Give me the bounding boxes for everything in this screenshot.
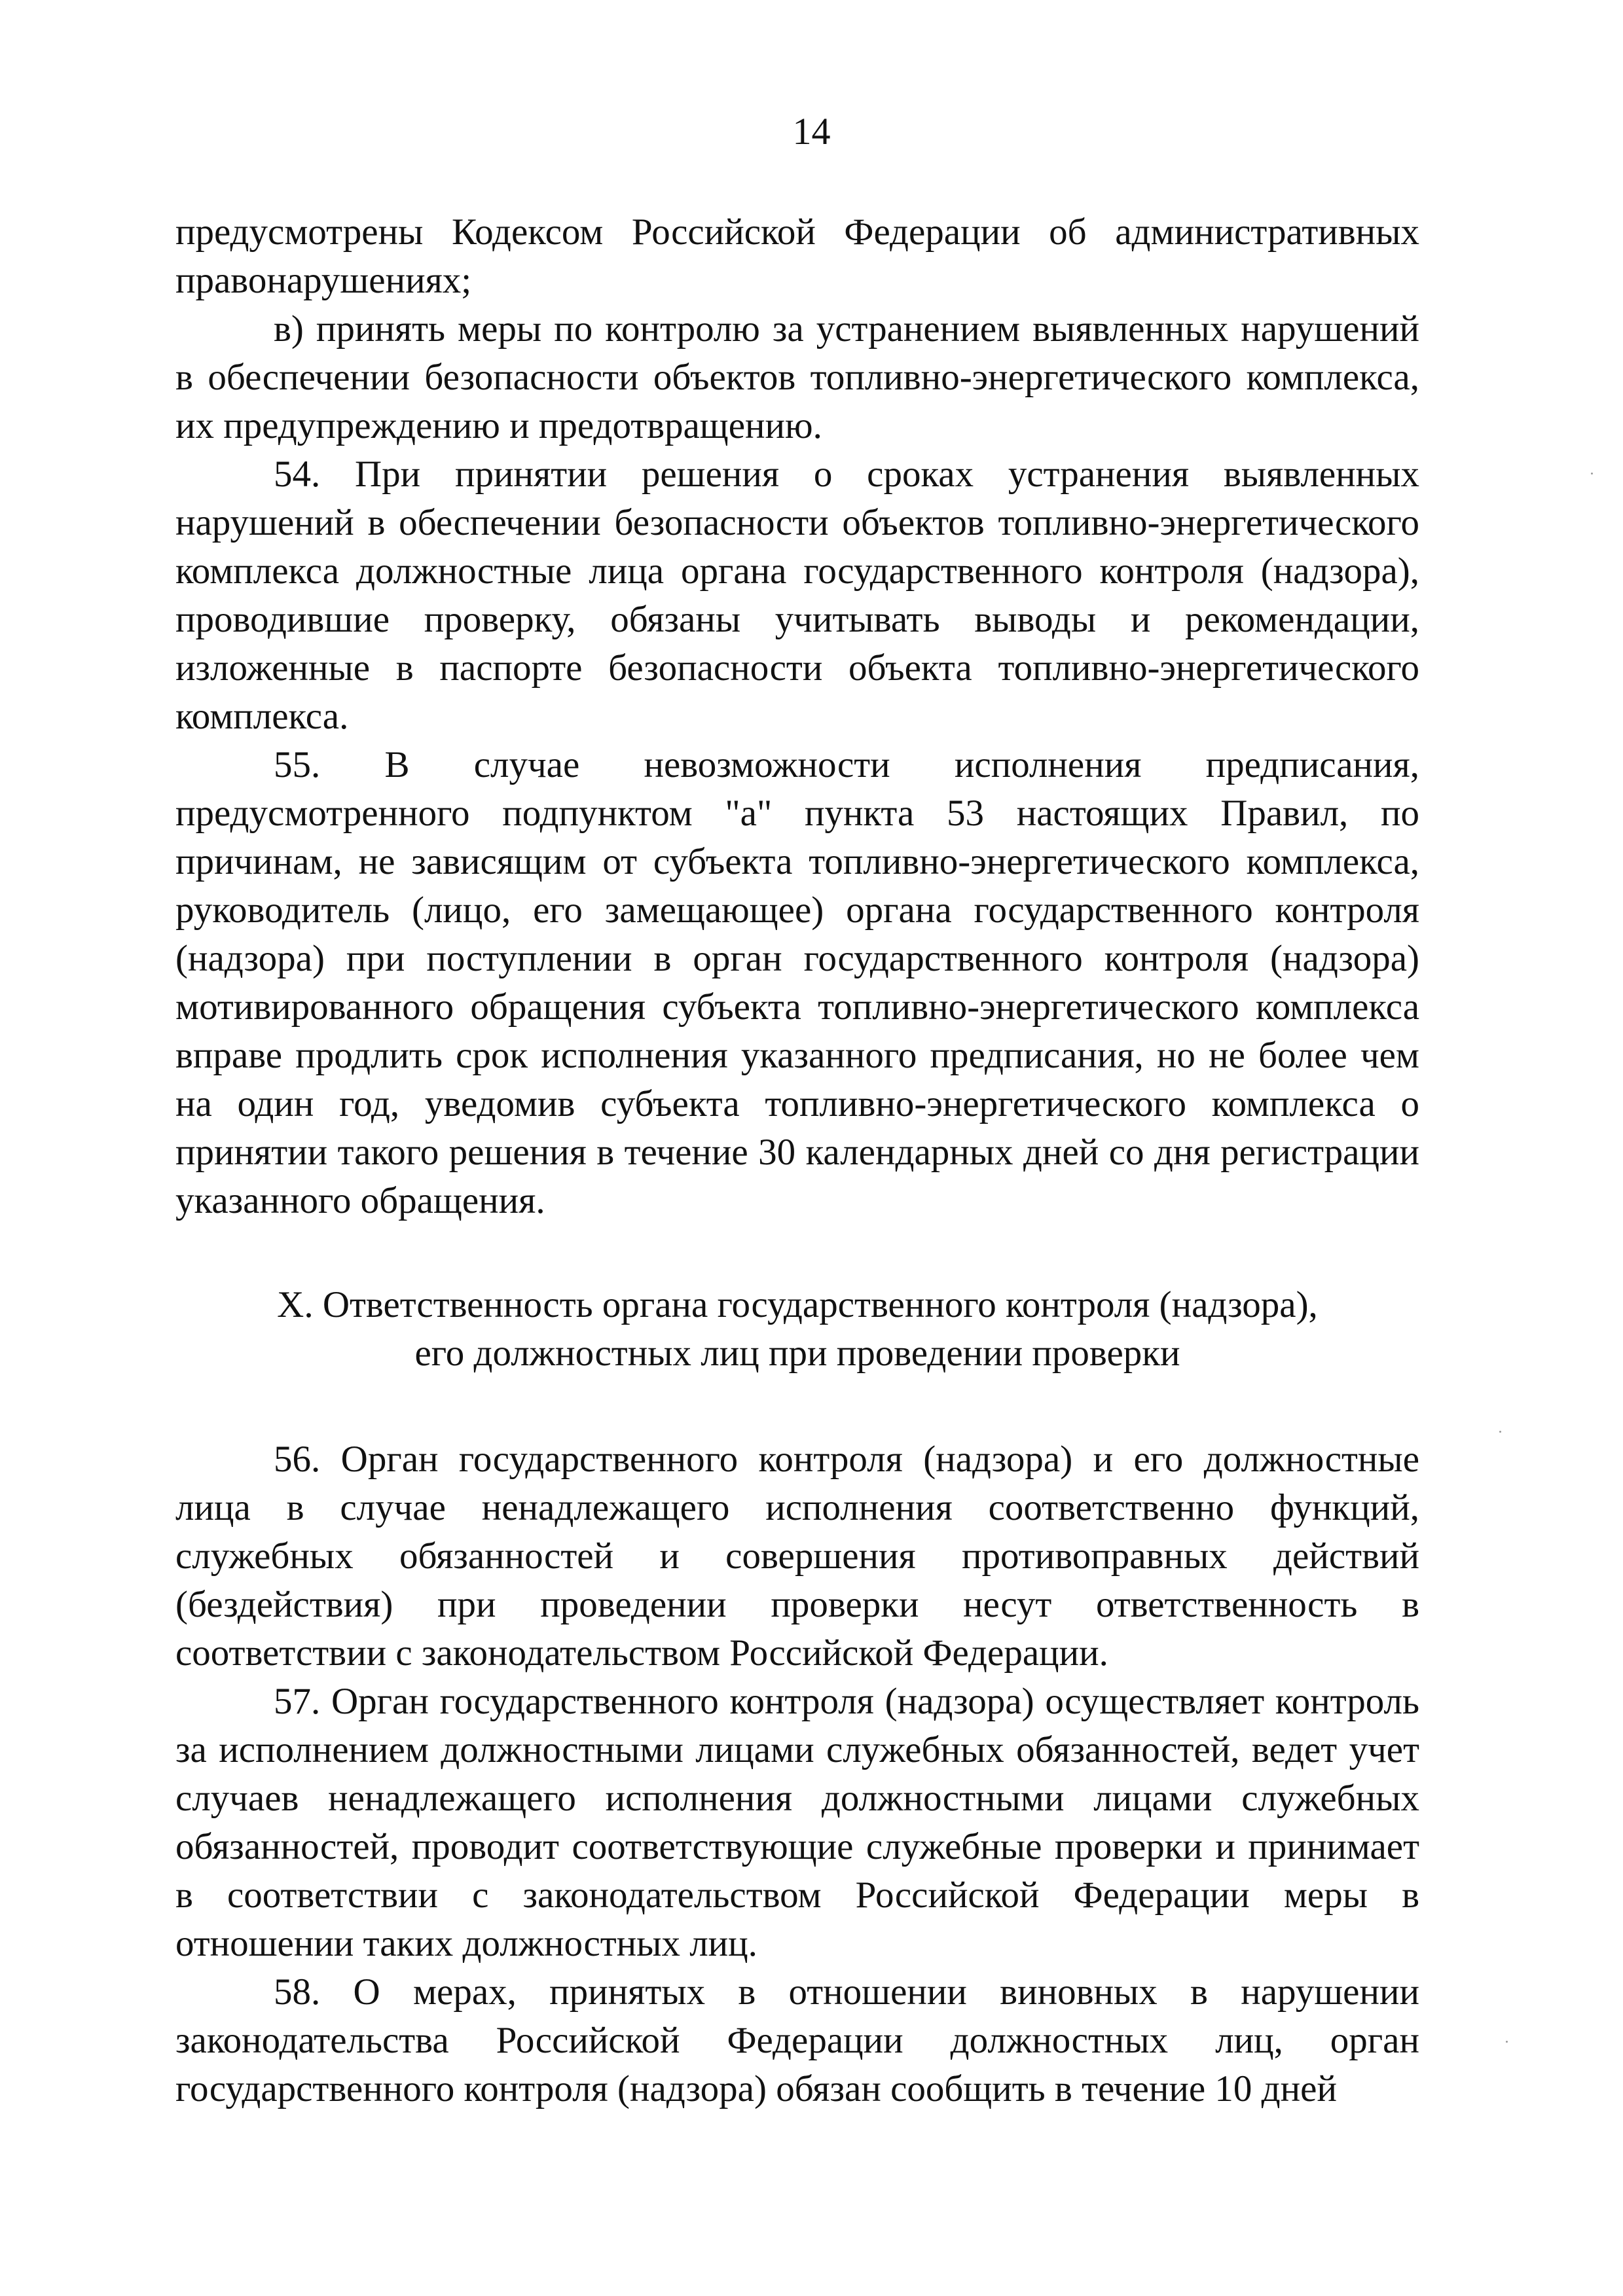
scan-speck [1499,1431,1501,1433]
scan-speck [1506,2041,1508,2043]
paragraph-54: 54. При принятии решения о сроках устранения выявленных нарушений в обеспечении безопасности объектов топливно-энергетического комплекса должностные лица органа государственного контроля (надзора), проводившие проверку, обязаны учитывать выводы и рекомендации, изложенные в паспорте безопасности объекта топливно-энергетического комплекса. [175,454,1419,737]
section-heading-line-2: его должностных лиц при проведении проверки [414,1333,1180,1374]
paragraph-item-v: в) принять меры по контролю за устранением выявленных нарушений в обеспечении безопасности объектов топливно-энергетического комплекса, их предупреждению и предотвращению. [175,308,1419,446]
paragraph-56: 56. Орган государственного контроля (надзора) и его должностные лица в случае ненадлежащего исполнения соответственно функций, служебных обязанностей и совершения противоправных действий (бездействия) при проведении проверки несут ответственность в соответствии с законодательством Российской Федерации. [175,1439,1419,1674]
paragraph-55: 55. В случае невозможности исполнения предписания, предусмотренного подпунктом "а" пункта 53 настоящих Правил, по причинам, не зависящим от субъекта топливно-энергетического комплекса, руководитель (лицо, его замещающее) органа государственного контроля (надзора) при поступлении в орган государственного контроля (надзора) мотивированного обращения субъекта топливно-энергетического комплекса вправе продлить срок исполнения указанного предписания, но не более чем на один год, уведомив субъекта топливно-энергетического комплекса о принятии такого решения в течение 30 календарных дней со дня регистрации указанного обращения. [175,744,1419,1221]
page-number: 14 [792,110,831,152]
paragraph-continuation: предусмотрены Кодексом Российской Федерации об административных правонарушениях; [175,211,1419,301]
scan-speck [1591,473,1593,475]
document-body [175,208,1419,2113]
paragraph-57: 57. Орган государственного контроля (надзора) осуществляет контроль за исполнением должностными лицами служебных обязанностей, ведет учет случаев ненадлежащего исполнения должностными лицами служебных обязанностей, проводит соответствующие служебные проверки и принимает в соответствии с законодательством Российской Федерации меры в отношении таких должностных лиц. [175,1681,1419,1964]
paragraph-58: 58. О мерах, принятых в отношении виновных в нарушении законодательства Российской Федерации должностных лиц, орган государственного контроля (надзора) обязан сообщить в течение 10 дней [175,1971,1419,2109]
section-heading-line-1: X. Ответственность органа государственного контроля (надзора), [277,1284,1318,1325]
section-heading [175,1281,1419,1378]
